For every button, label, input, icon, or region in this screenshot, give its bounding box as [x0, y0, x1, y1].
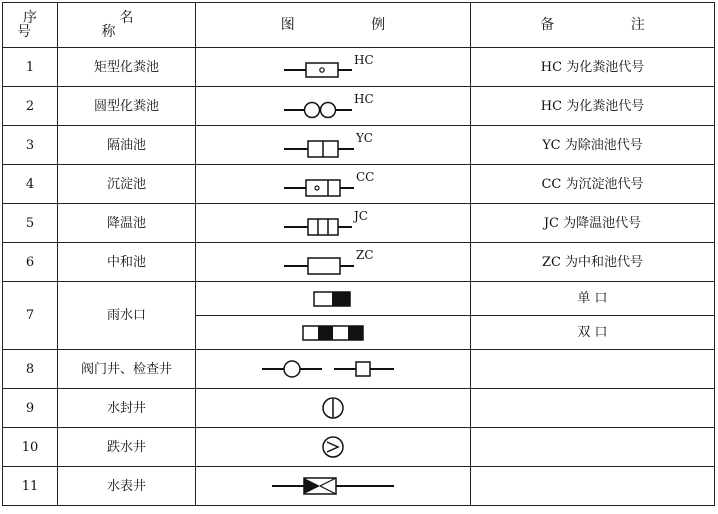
tank-code-label: HC	[354, 54, 374, 67]
row-number: 3	[3, 126, 58, 165]
rain-inlet-double-icon	[288, 323, 378, 343]
row-remark: YC 为除油池代号	[471, 126, 715, 165]
round-tank-icon	[278, 93, 388, 119]
row-number: 7	[3, 282, 58, 350]
row-number: 4	[3, 165, 58, 204]
tank-code-label: HC	[354, 93, 374, 106]
table-row	[3, 389, 715, 428]
legend-cell	[196, 48, 471, 87]
tank-code-label: JC	[354, 210, 368, 223]
row-remark: JC 为降温池代号	[471, 204, 715, 243]
valve-inspection-well-icon	[258, 356, 408, 382]
table-row	[3, 165, 715, 204]
header-legend: 图 例	[196, 3, 471, 48]
table-row	[3, 428, 715, 467]
legend-cell	[196, 467, 471, 506]
row-remark: 双 口	[471, 316, 715, 350]
header-name: 名 称	[58, 3, 196, 48]
legend-cell	[196, 126, 471, 165]
row-name: 阀门井、检查井	[58, 350, 196, 389]
rect-tank-dot-icon	[278, 54, 388, 80]
legend-table	[2, 2, 715, 506]
row-name: 雨水口	[58, 282, 196, 350]
row-remark	[471, 389, 715, 428]
row-number: 10	[3, 428, 58, 467]
row-remark	[471, 467, 715, 506]
row-number: 1	[3, 48, 58, 87]
water-seal-well-icon	[318, 395, 348, 421]
legend-cell	[196, 282, 471, 316]
row-remark	[471, 428, 715, 467]
row-number: 9	[3, 389, 58, 428]
grease-trap-icon	[278, 132, 388, 158]
legend-cell	[196, 165, 471, 204]
row-name: 矩型化粪池	[58, 48, 196, 87]
row-number: 8	[3, 350, 58, 389]
row-remark: HC 为化粪池代号	[471, 87, 715, 126]
table-row	[3, 48, 715, 87]
legend-cell	[196, 87, 471, 126]
table-row	[3, 282, 715, 316]
row-number: 11	[3, 467, 58, 506]
row-name: 隔油池	[58, 126, 196, 165]
water-meter-well-icon	[268, 473, 398, 499]
cooling-tank-icon	[278, 210, 388, 236]
header-no: 序 号	[3, 3, 58, 48]
legend-cell	[196, 243, 471, 282]
tank-code-label: YC	[356, 132, 373, 145]
legend-cell	[196, 204, 471, 243]
legend-cell	[196, 428, 471, 467]
legend-cell	[196, 350, 471, 389]
sediment-tank-icon	[278, 171, 388, 197]
table-row	[3, 350, 715, 389]
row-remark: HC 为化粪池代号	[471, 48, 715, 87]
neutralization-tank-icon	[278, 249, 388, 275]
row-remark: CC 为沉淀池代号	[471, 165, 715, 204]
row-number: 6	[3, 243, 58, 282]
row-remark	[471, 350, 715, 389]
row-name: 沉淀池	[58, 165, 196, 204]
table-row	[3, 87, 715, 126]
row-name: 水表井	[58, 467, 196, 506]
row-name: 水封井	[58, 389, 196, 428]
row-number: 2	[3, 87, 58, 126]
legend-cell	[196, 389, 471, 428]
tank-code-label: ZC	[356, 249, 374, 262]
table-row	[3, 243, 715, 282]
row-remark: ZC 为中和池代号	[471, 243, 715, 282]
header-row	[3, 3, 715, 48]
row-name: 降温池	[58, 204, 196, 243]
table-row	[3, 126, 715, 165]
rain-inlet-single-icon	[293, 289, 373, 309]
table-row	[3, 204, 715, 243]
tank-code-label: CC	[356, 171, 375, 184]
header-remark: 备 注	[471, 3, 715, 48]
row-name: 中和池	[58, 243, 196, 282]
row-name: 跌水井	[58, 428, 196, 467]
drop-well-icon	[318, 434, 348, 460]
table-row	[3, 467, 715, 506]
row-number: 5	[3, 204, 58, 243]
legend-cell	[196, 316, 471, 350]
row-remark: 单 口	[471, 282, 715, 316]
row-name: 圆型化粪池	[58, 87, 196, 126]
